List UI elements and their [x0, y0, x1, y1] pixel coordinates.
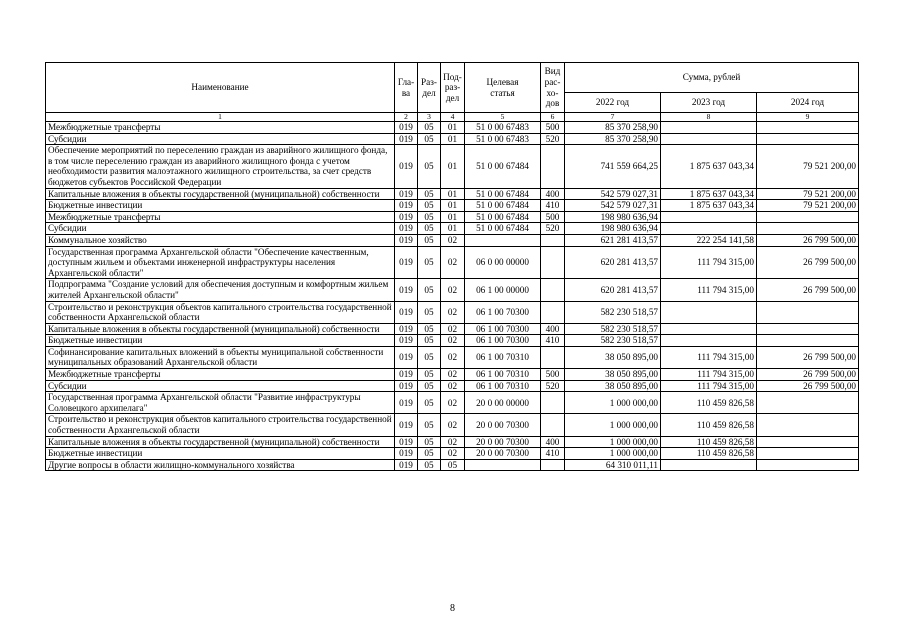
row-sum-2024-cell: 26 799 500,00: [757, 246, 859, 279]
row-vid-cell: 400: [541, 188, 565, 200]
row-razdel-cell: 05: [418, 223, 441, 235]
row-razdel-cell: 05: [418, 448, 441, 460]
page-number: 8: [450, 603, 455, 614]
row-name-cell: Бюджетные инвестиции: [46, 448, 395, 460]
row-glava-cell: 019: [395, 145, 418, 188]
row-sum-2022-cell: 542 579 027,31: [565, 188, 661, 200]
header-vid: Вид рас- хо- дов: [541, 63, 565, 113]
row-sum-2023-cell: 111 794 315,00: [661, 346, 757, 368]
header-statya: Целевая статья: [465, 63, 541, 113]
row-razdel-cell: 05: [418, 346, 441, 368]
header-podrazdel: Под- раз- дел: [441, 63, 465, 113]
row-sum-2023-cell: 111 794 315,00: [661, 369, 757, 381]
row-sum-2022-cell: 38 050 895,00: [565, 380, 661, 392]
table-row: [46, 346, 859, 368]
row-sum-2023-cell: 111 794 315,00: [661, 246, 757, 279]
row-glava-cell: 019: [395, 380, 418, 392]
row-sum-2024-cell: 26 799 500,00: [757, 234, 859, 246]
row-podrazdel-cell: 01: [441, 145, 465, 188]
row-glava-cell: 019: [395, 392, 418, 414]
row-sum-2024-cell: [757, 211, 859, 223]
table-row: [46, 380, 859, 392]
row-sum-2023-cell: 111 794 315,00: [661, 380, 757, 392]
row-razdel-cell: 05: [418, 200, 441, 212]
row-sum-2024-cell: 26 799 500,00: [757, 346, 859, 368]
header-glava: Гла- ва: [395, 63, 418, 113]
table-row: [46, 133, 859, 145]
row-name-cell: Государственная программа Архангельской области "Обеспечение качественным, доступным жильем и объектами инженерной инфраструктуры населения Архангельской области": [46, 246, 395, 279]
row-name-cell: Капитальные вложения в объекты государственной (муниципальной) собственности: [46, 323, 395, 335]
row-sum-2023-cell: [661, 335, 757, 347]
row-sum-2022-cell: 85 370 258,90: [565, 122, 661, 134]
row-razdel-cell: 05: [418, 301, 441, 323]
table-body: [46, 122, 859, 471]
row-podrazdel-cell: 02: [441, 335, 465, 347]
row-sum-2023-cell: [661, 323, 757, 335]
row-name-cell: Государственная программа Архангельской области "Развитие инфраструктуры Соловецкого архипелага": [46, 392, 395, 414]
row-sum-2023-cell: [661, 459, 757, 471]
row-razdel-cell: 05: [418, 279, 441, 301]
row-statya-cell: 51 0 00 67484: [465, 145, 541, 188]
row-sum-2022-cell: 38 050 895,00: [565, 346, 661, 368]
row-podrazdel-cell: 01: [441, 223, 465, 235]
row-statya-cell: 51 0 00 67483: [465, 122, 541, 134]
row-name-cell: Обеспечение мероприятий по переселению граждан из аварийного жилищного фонда, в том числе переселению граждан из аварийного жилищного фонда с учетом необходимости развития малоэтажного жилищного строительства, за счет средств бюджетов субъектов Российской Федерации: [46, 145, 395, 188]
row-name-cell: Другие вопросы в области жилищно-коммунального хозяйства: [46, 459, 395, 471]
row-sum-2024-cell: [757, 436, 859, 448]
row-statya-cell: 51 0 00 67484: [465, 223, 541, 235]
table-row: [46, 188, 859, 200]
row-sum-2022-cell: 1 000 000,00: [565, 414, 661, 436]
row-sum-2024-cell: 79 521 200,00: [757, 200, 859, 212]
row-statya-cell: 06 1 00 70300: [465, 323, 541, 335]
row-razdel-cell: 05: [418, 459, 441, 471]
row-statya-cell: 06 1 00 70310: [465, 369, 541, 381]
row-statya-cell: 06 0 00 00000: [465, 246, 541, 279]
table-row: [46, 335, 859, 347]
column-index-cell: 8: [661, 113, 757, 122]
row-sum-2022-cell: 64 310 011,11: [565, 459, 661, 471]
row-vid-cell: 400: [541, 323, 565, 335]
row-glava-cell: 019: [395, 122, 418, 134]
row-sum-2022-cell: 1 000 000,00: [565, 436, 661, 448]
row-vid-cell: [541, 234, 565, 246]
row-sum-2024-cell: [757, 335, 859, 347]
row-sum-2024-cell: 26 799 500,00: [757, 380, 859, 392]
row-name-cell: Межбюджетные трансферты: [46, 122, 395, 134]
row-razdel-cell: 05: [418, 188, 441, 200]
table-row: [46, 436, 859, 448]
row-sum-2022-cell: 1 000 000,00: [565, 392, 661, 414]
row-glava-cell: 019: [395, 335, 418, 347]
column-index-cell: 2: [395, 113, 418, 122]
row-name-cell: Субсидии: [46, 380, 395, 392]
row-podrazdel-cell: 01: [441, 211, 465, 223]
row-glava-cell: 019: [395, 459, 418, 471]
header-razdel: Раз- дел: [418, 63, 441, 113]
table-row: [46, 323, 859, 335]
table-row: [46, 301, 859, 323]
row-glava-cell: 019: [395, 346, 418, 368]
row-statya-cell: 51 0 00 67484: [465, 211, 541, 223]
row-sum-2024-cell: [757, 392, 859, 414]
row-glava-cell: 019: [395, 301, 418, 323]
row-podrazdel-cell: 02: [441, 234, 465, 246]
row-sum-2024-cell: [757, 133, 859, 145]
row-statya-cell: 20 0 00 70300: [465, 448, 541, 460]
row-podrazdel-cell: 02: [441, 346, 465, 368]
row-vid-cell: 500: [541, 122, 565, 134]
row-podrazdel-cell: 02: [441, 369, 465, 381]
row-sum-2022-cell: 542 579 027,31: [565, 200, 661, 212]
row-glava-cell: 019: [395, 414, 418, 436]
row-statya-cell: 06 1 00 70300: [465, 335, 541, 347]
row-name-cell: Коммунальное хозяйство: [46, 234, 395, 246]
row-sum-2024-cell: 26 799 500,00: [757, 369, 859, 381]
table-row: [46, 211, 859, 223]
row-sum-2024-cell: [757, 122, 859, 134]
row-sum-2023-cell: 1 875 637 043,34: [661, 200, 757, 212]
row-podrazdel-cell: 01: [441, 188, 465, 200]
table-row: [46, 122, 859, 134]
row-name-cell: Софинансирование капитальных вложений в объекты муниципальной собственности муниципальных образований Архангельской области: [46, 346, 395, 368]
row-sum-2024-cell: 79 521 200,00: [757, 188, 859, 200]
row-podrazdel-cell: 02: [441, 323, 465, 335]
row-vid-cell: [541, 459, 565, 471]
row-podrazdel-cell: 01: [441, 133, 465, 145]
row-statya-cell: [465, 459, 541, 471]
row-statya-cell: 51 0 00 67483: [465, 133, 541, 145]
row-sum-2023-cell: 1 875 637 043,34: [661, 188, 757, 200]
row-vid-cell: 520: [541, 223, 565, 235]
row-glava-cell: 019: [395, 369, 418, 381]
row-vid-cell: 410: [541, 335, 565, 347]
row-razdel-cell: 05: [418, 323, 441, 335]
column-index-cell: 4: [441, 113, 465, 122]
row-name-cell: Подпрограмма "Создание условий для обеспечения доступным и комфортным жильем жителей Архангельской области": [46, 279, 395, 301]
row-statya-cell: 06 1 00 70310: [465, 380, 541, 392]
row-vid-cell: 400: [541, 436, 565, 448]
header-summa: Сумма, рублей: [565, 63, 859, 93]
row-name-cell: Субсидии: [46, 133, 395, 145]
row-sum-2022-cell: 582 230 518,57: [565, 301, 661, 323]
table-row: [46, 223, 859, 235]
row-vid-cell: [541, 392, 565, 414]
row-razdel-cell: 05: [418, 122, 441, 134]
row-podrazdel-cell: 02: [441, 246, 465, 279]
row-glava-cell: 019: [395, 323, 418, 335]
table-row: [46, 246, 859, 279]
row-sum-2024-cell: [757, 448, 859, 460]
row-sum-2023-cell: 110 459 826,58: [661, 414, 757, 436]
row-razdel-cell: 05: [418, 145, 441, 188]
row-sum-2024-cell: 26 799 500,00: [757, 279, 859, 301]
row-razdel-cell: 05: [418, 246, 441, 279]
row-glava-cell: 019: [395, 211, 418, 223]
row-name-cell: Субсидии: [46, 223, 395, 235]
row-podrazdel-cell: 02: [441, 414, 465, 436]
row-sum-2022-cell: 85 370 258,90: [565, 133, 661, 145]
row-vid-cell: [541, 279, 565, 301]
row-vid-cell: [541, 346, 565, 368]
row-statya-cell: 51 0 00 67484: [465, 188, 541, 200]
row-sum-2023-cell: 222 254 141,58: [661, 234, 757, 246]
header-name: Наименование: [46, 63, 395, 113]
row-sum-2022-cell: 38 050 895,00: [565, 369, 661, 381]
row-sum-2022-cell: 1 000 000,00: [565, 448, 661, 460]
row-glava-cell: 019: [395, 200, 418, 212]
column-index-cell: 7: [565, 113, 661, 122]
row-sum-2023-cell: [661, 211, 757, 223]
row-name-cell: Капитальные вложения в объекты государственной (муниципальной) собственности: [46, 188, 395, 200]
row-name-cell: Бюджетные инвестиции: [46, 335, 395, 347]
column-index-cell: 9: [757, 113, 859, 122]
row-statya-cell: 20 0 00 70300: [465, 436, 541, 448]
row-sum-2022-cell: 198 980 636,94: [565, 223, 661, 235]
row-podrazdel-cell: 02: [441, 380, 465, 392]
row-statya-cell: 20 0 00 00000: [465, 392, 541, 414]
table-row: [46, 448, 859, 460]
column-index-cell: 5: [465, 113, 541, 122]
table-row: [46, 279, 859, 301]
row-name-cell: Бюджетные инвестиции: [46, 200, 395, 212]
row-razdel-cell: 05: [418, 380, 441, 392]
row-statya-cell: 06 1 00 00000: [465, 279, 541, 301]
row-razdel-cell: 05: [418, 211, 441, 223]
row-sum-2022-cell: 620 281 413,57: [565, 246, 661, 279]
row-vid-cell: [541, 414, 565, 436]
row-glava-cell: 019: [395, 133, 418, 145]
row-razdel-cell: 05: [418, 392, 441, 414]
row-name-cell: Межбюджетные трансферты: [46, 369, 395, 381]
row-statya-cell: 06 1 00 70300: [465, 301, 541, 323]
table-row: [46, 145, 859, 188]
row-name-cell: Строительство и реконструкция объектов капитального строительства государственной собственности Архангельской области: [46, 301, 395, 323]
row-glava-cell: 019: [395, 436, 418, 448]
row-razdel-cell: 05: [418, 234, 441, 246]
row-glava-cell: 019: [395, 223, 418, 235]
row-sum-2024-cell: [757, 223, 859, 235]
table-row: [46, 414, 859, 436]
table-row: [46, 459, 859, 471]
row-sum-2022-cell: 198 980 636,94: [565, 211, 661, 223]
header-year-2024: 2024 год: [757, 93, 859, 113]
row-podrazdel-cell: 02: [441, 279, 465, 301]
row-podrazdel-cell: 01: [441, 122, 465, 134]
row-statya-cell: 51 0 00 67484: [465, 200, 541, 212]
row-sum-2023-cell: 110 459 826,58: [661, 392, 757, 414]
row-razdel-cell: 05: [418, 436, 441, 448]
row-sum-2022-cell: 582 230 518,57: [565, 335, 661, 347]
column-index-cell: 3: [418, 113, 441, 122]
row-sum-2023-cell: [661, 122, 757, 134]
row-sum-2023-cell: [661, 133, 757, 145]
row-sum-2024-cell: 79 521 200,00: [757, 145, 859, 188]
table-row: [46, 234, 859, 246]
row-name-cell: Межбюджетные трансферты: [46, 211, 395, 223]
budget-table: [45, 62, 859, 471]
table-row: [46, 200, 859, 212]
row-sum-2024-cell: [757, 414, 859, 436]
row-sum-2022-cell: 621 281 413,57: [565, 234, 661, 246]
row-podrazdel-cell: 01: [441, 200, 465, 212]
row-name-cell: Капитальные вложения в объекты государственной (муниципальной) собственности: [46, 436, 395, 448]
row-sum-2023-cell: 1 875 637 043,34: [661, 145, 757, 188]
row-sum-2023-cell: 110 459 826,58: [661, 436, 757, 448]
row-vid-cell: 500: [541, 369, 565, 381]
row-sum-2022-cell: 620 281 413,57: [565, 279, 661, 301]
row-podrazdel-cell: 02: [441, 436, 465, 448]
row-vid-cell: 500: [541, 211, 565, 223]
row-podrazdel-cell: 05: [441, 459, 465, 471]
row-vid-cell: [541, 301, 565, 323]
row-vid-cell: 520: [541, 380, 565, 392]
row-podrazdel-cell: 02: [441, 301, 465, 323]
row-vid-cell: 520: [541, 133, 565, 145]
row-podrazdel-cell: 02: [441, 448, 465, 460]
row-vid-cell: [541, 246, 565, 279]
row-glava-cell: 019: [395, 188, 418, 200]
column-index-cell: 6: [541, 113, 565, 122]
row-sum-2023-cell: [661, 301, 757, 323]
row-statya-cell: [465, 234, 541, 246]
row-glava-cell: 019: [395, 246, 418, 279]
row-statya-cell: 20 0 00 70300: [465, 414, 541, 436]
row-razdel-cell: 05: [418, 414, 441, 436]
row-sum-2024-cell: [757, 301, 859, 323]
row-vid-cell: 410: [541, 200, 565, 212]
row-glava-cell: 019: [395, 448, 418, 460]
row-sum-2023-cell: [661, 223, 757, 235]
header-year-2023: 2023 год: [661, 93, 757, 113]
row-vid-cell: [541, 145, 565, 188]
row-vid-cell: 410: [541, 448, 565, 460]
row-sum-2023-cell: 110 459 826,58: [661, 448, 757, 460]
row-razdel-cell: 05: [418, 369, 441, 381]
column-index-row: [46, 113, 859, 122]
table-row: [46, 369, 859, 381]
row-sum-2022-cell: 741 559 664,25: [565, 145, 661, 188]
header-year-2022: 2022 год: [565, 93, 661, 113]
row-sum-2022-cell: 582 230 518,57: [565, 323, 661, 335]
row-razdel-cell: 05: [418, 133, 441, 145]
table-row: [46, 392, 859, 414]
row-razdel-cell: 05: [418, 335, 441, 347]
column-index-cell: 1: [46, 113, 395, 122]
row-glava-cell: 019: [395, 234, 418, 246]
row-name-cell: Строительство и реконструкция объектов капитального строительства государственной собственности Архангельской области: [46, 414, 395, 436]
row-sum-2024-cell: [757, 459, 859, 471]
row-statya-cell: 06 1 00 70310: [465, 346, 541, 368]
row-sum-2024-cell: [757, 323, 859, 335]
row-podrazdel-cell: 02: [441, 392, 465, 414]
row-sum-2023-cell: 111 794 315,00: [661, 279, 757, 301]
row-glava-cell: 019: [395, 279, 418, 301]
